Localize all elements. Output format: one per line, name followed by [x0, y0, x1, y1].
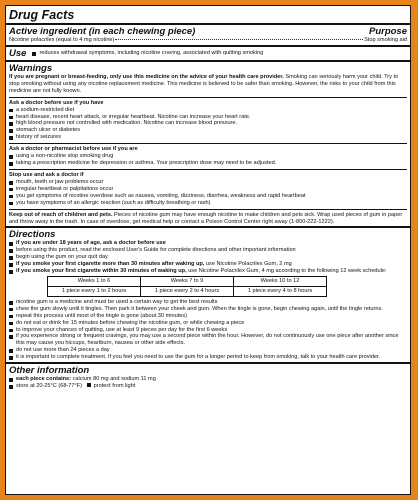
pregnancy-warning — [9, 74, 407, 95]
ingredient-text: Nicotine polacrilex (equal to 4 mg nicotine) — [9, 37, 115, 43]
direction-bold: if you smoke your first cigarette within 30 minutes of waking up, — [16, 268, 187, 275]
divider — [9, 209, 407, 210]
other-info-list — [9, 376, 407, 390]
direction-text: use Nicotine Polacrilex Gum, 2 mg — [204, 261, 292, 268]
list-item — [9, 240, 407, 247]
warnings-heading: Warnings — [9, 62, 53, 74]
direction-bold: if you smoke your first cigarette more than 30 minutes after waking up, — [16, 261, 205, 268]
use-section — [9, 48, 407, 59]
list-item — [9, 254, 407, 261]
list-item — [9, 247, 407, 254]
table-row — [48, 286, 327, 296]
list-item: using a non-nicotine stop smoking drug — [9, 153, 407, 160]
direction-text: begin using the gum on your quit day — [16, 254, 108, 261]
dosing-schedule-table — [47, 276, 327, 297]
direction-bold: if you are under 18 years of age, ask a doctor before use — [16, 240, 166, 247]
purpose-text: Stop smoking aid — [364, 37, 407, 43]
divider — [6, 362, 410, 364]
divider — [9, 143, 407, 144]
contains-bold: each piece contains: — [16, 376, 72, 383]
keep-out-of-reach — [9, 212, 407, 226]
list-item: you have symptoms of an allergic reaction (such as difficulty breathing or rash) — [9, 200, 407, 207]
list-item: chew the gum slowly until it tingles. Then park it between your cheek and gum. When the tingle is gone, begin chewing again, until the tingle returns. — [9, 306, 407, 313]
ask-pharmacist-heading: Ask a doctor or pharmacist before use if you are — [9, 146, 138, 153]
purpose-heading: Purpose — [368, 26, 407, 37]
table-row — [48, 276, 327, 286]
list-item — [9, 268, 407, 275]
active-ingredient-row — [9, 37, 407, 44]
list-item — [9, 261, 407, 268]
list-item: history of seizures — [9, 134, 407, 141]
divider — [6, 226, 410, 228]
active-ingredient-heading: Active ingredient (in each chewing piece) — [9, 26, 196, 37]
bullet-icon — [87, 383, 91, 387]
list-item: do not eat or drink for 15 minutes before chewing the nicotine gum, or while chewing a piece — [9, 320, 407, 327]
use-heading: Use — [9, 47, 27, 59]
list-item: stomach ulcer or diabetes — [9, 127, 407, 134]
list-item: repeat this process until most of the tingle is gone (about 30 minutes) — [9, 313, 407, 320]
table-header-cell: Weeks 10 to 12 — [234, 276, 327, 286]
divider — [6, 45, 410, 47]
dot-leader — [115, 39, 363, 40]
direction-text: use Nicotine Polacrilex Gum, 4 mg according to the following 12 week schedule: — [186, 268, 387, 275]
list-item: taking a prescription medicine for depression or asthma. Your prescription dose may need to be adjusted. — [9, 160, 407, 167]
list-item — [9, 376, 407, 383]
keep-out-of-reach-text: Pieces of nicotine gum may have enough nicotine to make children and pets sick. Wrap used pieces of gum in paper and throw away in the trash. In case of overdose, get medical help or contact a Poison Control Center right away (1-800-222-1222). — [9, 211, 403, 225]
table-cell: 1 piece every 2 to 4 hours — [141, 286, 234, 296]
storage-text: store at 20-25°C (68-77°F) — [16, 383, 83, 389]
ask-doctor-list — [9, 107, 407, 142]
table-header-cell: Weeks 7 to 9 — [141, 276, 234, 286]
protect-text: protect from light — [93, 383, 136, 389]
stop-use-list — [9, 179, 407, 207]
list-item: heart disease, recent heart attack, or irregular heartbeat. Nicotine can increase your heart rate. — [9, 114, 407, 121]
stop-use-heading: Stop use and ask a doctor if — [9, 171, 84, 178]
drug-facts-panel — [5, 5, 411, 495]
contains-text: calcium 80 mg and sodium 11 mg — [71, 376, 156, 383]
page-title: Drug Facts — [9, 8, 75, 22]
active-ingredient-header — [9, 26, 407, 37]
other-info-heading: Other information — [9, 365, 90, 377]
list-item: high blood pressure not controlled with medication. Nicotine can increase blood pressure. — [9, 120, 407, 127]
divider — [6, 23, 410, 25]
list-item: a sodium-restricted diet — [9, 107, 407, 114]
divider — [9, 97, 407, 98]
table-cell: 1 piece every 1 to 2 hours — [48, 286, 141, 296]
list-item: you get symptoms of nicotine overdose such as nausea, vomiting, dizziness, diarrhea, weakness and rapid heartbeat — [9, 193, 407, 200]
directions-list — [9, 299, 407, 361]
list-item: it is important to complete treatment. If you feel you need to use the gum for a longer period to keep from smoking, talk to your health care provider. — [9, 354, 407, 361]
list-item: if you experience strong or frequent cravings, you may use a second piece within the hour. However, do not continuously use one piece after another since this may cause you hiccups, heartburn, nausea or other side effects. — [9, 333, 407, 347]
table-cell: 1 piece every 4 to 8 hours — [234, 286, 327, 296]
list-item — [9, 383, 407, 390]
list-item: to improve your chances of quitting, use at least 9 pieces per day for the first 6 weeks — [9, 327, 407, 334]
direction-text: before using this product, read the enclosed User's Guide for complete directions and other important information — [16, 247, 296, 254]
directions-heading: Directions — [9, 229, 56, 241]
table-header-cell: Weeks 1 to 6 — [48, 276, 141, 286]
list-item: nicotine gum is a medicine and must be used a certain way to get the best results — [9, 299, 407, 306]
use-text: reduces withdrawal symptoms, including nicotine craving, associated with quitting smoking — [32, 50, 263, 57]
list-item: irregular heartbeat or palpitations occur — [9, 186, 407, 193]
keep-out-of-reach-bold: Keep out of reach of children and pets. — [9, 211, 113, 218]
pregnancy-warning-text: Smoking can seriously harm your child. Try to stop smoking without using any nicotine replacement medicine. This medicine is believed to be safer than smoking. However, the risks to your child from this medicine are not fully known. — [9, 73, 399, 94]
divider — [9, 169, 407, 170]
list-item: mouth, teeth or jaw problems occur — [9, 179, 407, 186]
pregnancy-warning-bold: If you are pregnant or breast-feeding, only use this medicine on the advice of your health care provider. — [9, 73, 284, 80]
ask-pharmacist-list — [9, 153, 407, 167]
directions-top-list — [9, 240, 407, 275]
divider — [6, 60, 410, 62]
ask-doctor-heading: Ask a doctor before use if you have — [9, 99, 104, 106]
list-item: do not use more than 24 pieces a day — [9, 347, 407, 354]
